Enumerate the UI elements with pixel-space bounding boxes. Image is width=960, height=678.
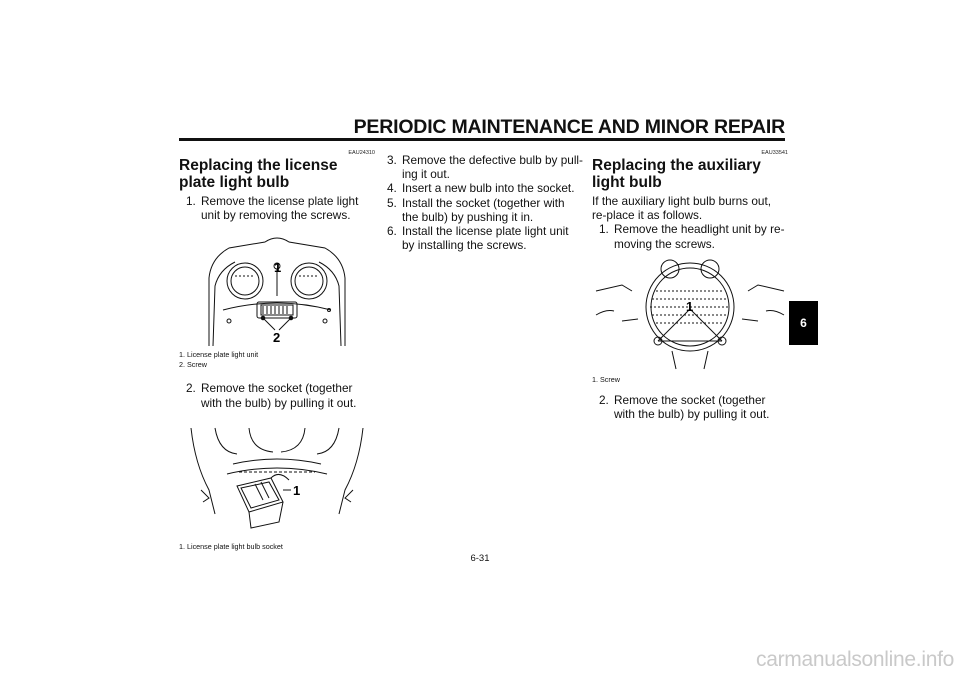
step-text: Insert a new bulb into the socket. [402,181,575,196]
column-middle [387,153,583,252]
page-header-title: PERIODIC MAINTENANCE AND MINOR REPAIR [353,116,785,138]
step-number: 1. [599,222,609,237]
step-item [179,194,375,222]
step-number: 2. [186,381,196,396]
step-item [592,393,788,421]
callout-1: 1 [293,482,301,498]
step-number: 6. [387,224,397,239]
step-item [387,224,583,252]
header-rule [179,138,785,141]
bulb-socket-illustration [179,424,375,540]
figure-caption: 1. Screw [592,374,620,384]
figure-caption: 1. License plate light bulb socket [179,541,283,551]
step-number: 2. [599,392,609,407]
license-plate-unit-illustration [179,226,375,348]
step-text: Remove the license plate light unit by removing the screws. [201,194,359,223]
chapter-tab: 6 [789,301,818,345]
step-text: Remove the defective bulb by pull-ing it out. [402,153,583,182]
callout-1: 1 [274,260,282,276]
step-number: 1. [186,194,196,208]
figure-caption: 1. License plate light unit [179,350,259,360]
callout-1: 1 [686,298,694,314]
section-heading: Replacing the auxiliary light bulb [592,157,761,191]
page-number: 6-31 [470,553,490,564]
section-code: EAU33541 [761,150,788,156]
step-number: 4. [387,181,397,196]
step-text: Install the socket (together with the bulb) by pushing it in. [402,195,565,224]
step-text: Remove the socket (together with the bulb) by pulling it out. [201,381,357,410]
step-number: 5. [387,195,397,210]
step-text: Remove the socket (together with the bulb) by pulling it out. [614,392,770,422]
section-heading: Replacing the license plate light bulb [179,157,338,191]
watermark: carmanualsonline.info [756,648,954,671]
figure-caption: 2. Screw [179,360,207,370]
step-item [592,222,788,250]
intro-paragraph: If the auxiliary light bulb burns out, re-place it as follows. [592,194,772,223]
step-item [387,153,583,181]
step-item [179,381,375,409]
headlight-unit-illustration [592,255,788,371]
step-item [387,196,583,224]
section-code: EAU24310 [348,150,375,156]
step-number: 3. [387,153,397,167]
step-text: Install the license plate light unit by installing the screws. [402,224,569,253]
column-right [592,150,788,421]
callout-2: 2 [273,330,281,346]
column-left [179,150,375,552]
step-text: Remove the headlight unit by re-moving the screws. [614,222,785,251]
step-item [387,181,583,195]
